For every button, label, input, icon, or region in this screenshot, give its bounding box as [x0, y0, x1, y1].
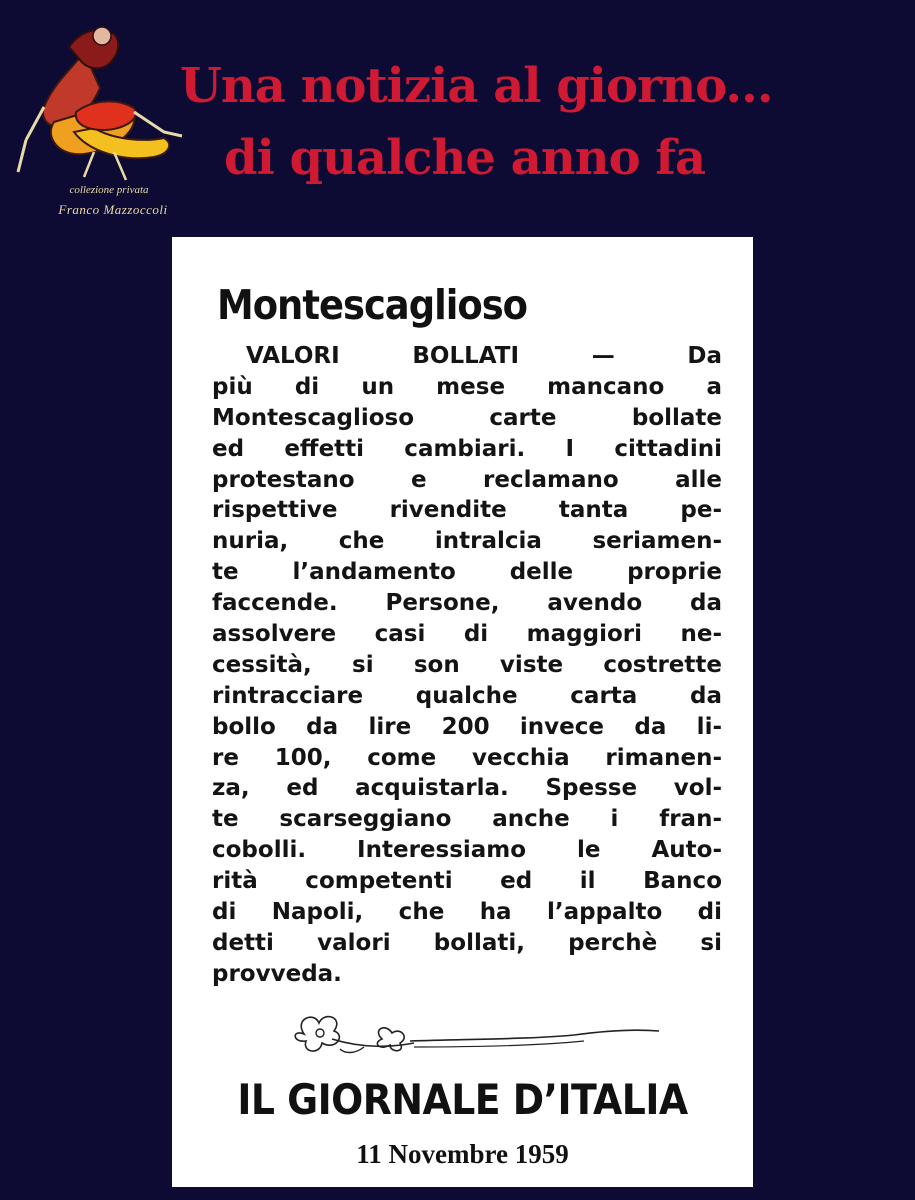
article-line: provveda. — [212, 960, 342, 987]
page-title-line2: di qualche anno fa — [224, 130, 706, 186]
article-line: Montescaglioso carte bollate — [212, 404, 722, 431]
article-line: te scarseggiano anche i fran- — [212, 806, 722, 833]
dancing-figure-icon — [14, 12, 190, 187]
article-line: più di un mese mancano a — [212, 373, 722, 400]
article-line: cobolli. Interessiamo le Auto- — [212, 837, 722, 864]
article-line: bollo da lire 200 invece da li- — [212, 713, 722, 740]
article-place-title: Montescaglioso — [217, 281, 528, 329]
article-line: detti valori bollati, perchè si — [212, 929, 722, 956]
flower-divider-icon — [274, 1009, 664, 1059]
newspaper-masthead: IL GIORNALE D’ITALIA — [237, 1075, 688, 1124]
article-line: te l’andamento delle proprie — [212, 559, 722, 586]
article-line: rintracciare qualche carta da — [212, 682, 722, 709]
article-line: protestano e reclamano alle — [212, 466, 722, 493]
logo — [14, 12, 190, 224]
article-line: rità competenti ed il Banco — [212, 868, 722, 895]
page-title-line1: Una notizia al giorno... — [180, 58, 773, 114]
article-line: re 100, come vecchia rimanen- — [212, 744, 722, 771]
article-line: di Napoli, che ha l’appalto di — [212, 899, 722, 926]
logo-caption-name: Franco Mazzoccoli — [58, 202, 168, 217]
article-line: cessità, si son viste costrette — [212, 651, 722, 678]
article-body — [212, 341, 722, 990]
article-line: assolvere casi di maggiori ne- — [212, 621, 722, 648]
newspaper-clipping — [172, 237, 753, 1187]
article-line: ed effetti cambiari. I cittadini — [212, 435, 722, 462]
publication-date: 11 Novembre 1959 — [356, 1139, 569, 1169]
article-line: nuria, che intralcia seriamen- — [212, 528, 722, 555]
article-line: rispettive rivendite tanta pe- — [212, 497, 722, 524]
article-line: VALORI BOLLATI — Da — [246, 343, 722, 369]
article-line: za, ed acquistarla. Spesse vol- — [212, 775, 722, 802]
article-line: faccende. Persone, avendo da — [212, 590, 722, 617]
logo-caption-top: collezione privata — [69, 184, 149, 196]
